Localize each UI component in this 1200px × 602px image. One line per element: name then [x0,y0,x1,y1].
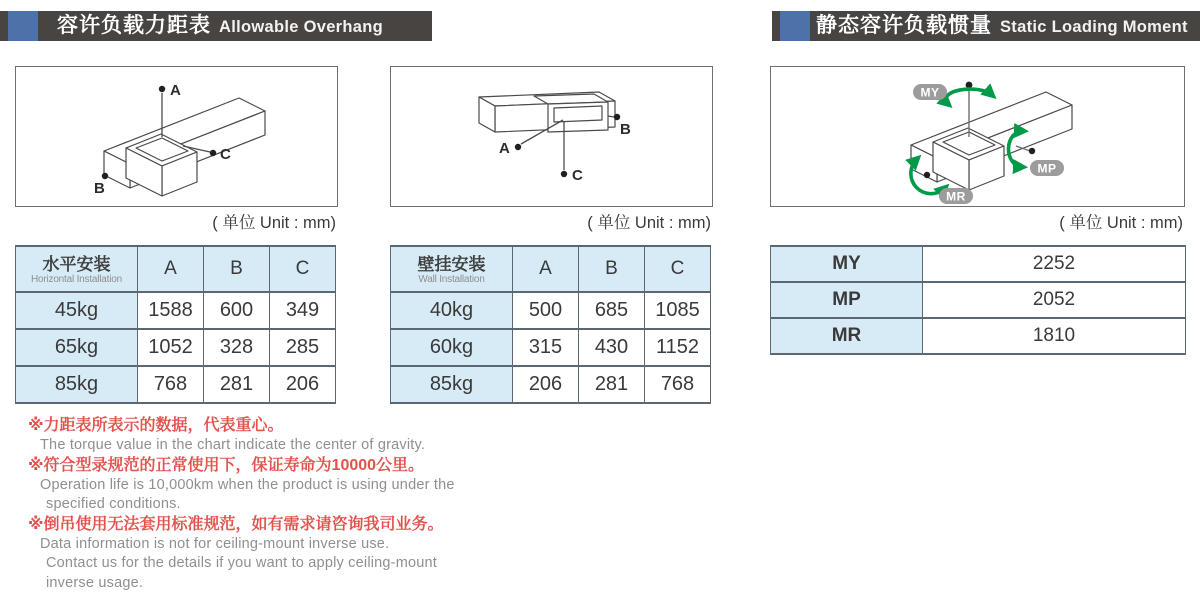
load-cell: 45kg [16,292,138,329]
value-cell: 206 [270,366,336,403]
footnote-en: Contact us for the details if you want to apply ceiling-mount [46,555,438,571]
value-cell: 1152 [645,329,711,366]
value-cell: 600 [204,292,270,329]
unit-label: ( 单位 Unit : mm) [1059,214,1183,232]
moment-value-cell: 1810 [923,318,1186,354]
blue-accent-square [8,11,38,41]
footnote-zh: ※符合型录规范的正常使用下，保证寿命为10000公里。 [28,456,425,474]
col-header-b: B [204,246,270,292]
value-cell: 349 [270,292,336,329]
wall-installation-table [390,245,711,404]
table-title-en: Horizontal Installation [30,273,122,285]
dim-a-label: A [170,82,181,99]
rail-isometric-drawing [16,67,337,206]
load-cell: 85kg [16,366,138,403]
table-row [391,366,711,403]
rail-body [104,98,265,196]
footnote-en: Data information is not for ceiling-mount inverse use. [40,535,390,552]
footnotes [15,416,615,593]
footnote-en: Operation life is 10,000km when the product is using under the [40,476,455,493]
section-title-en: Allowable Overhang [219,18,384,36]
value-cell: 281 [579,366,645,403]
horizontal-installation-table [15,245,336,404]
my-badge-label: MY [920,85,940,100]
load-cell: 40kg [391,292,513,329]
footnote-en: The torque value in the chart indicate the center of gravity. [40,437,426,453]
rail-side-drawing [391,67,712,206]
col-header-a: A [513,246,579,292]
value-cell: 328 [204,329,270,366]
col-header-a: A [138,246,204,292]
load-cell: 60kg [391,329,513,366]
table-title-zh: 壁挂安装 [417,254,486,274]
table-title-cell [16,246,138,292]
footnote-en: specified conditions. [46,496,181,512]
table-row [16,292,336,329]
table-header-row [16,246,336,292]
rail-body [479,92,615,132]
table-row [771,318,1186,354]
value-cell: 685 [579,292,645,329]
dim-c-label: C [220,146,231,163]
col-header-c: C [645,246,711,292]
value-cell: 500 [513,292,579,329]
col-header-c: C [270,246,336,292]
mp-badge-label: MP [1037,161,1057,176]
value-cell: 1052 [138,329,204,366]
table-title-cell [391,246,513,292]
table-row [391,292,711,329]
unit-label: ( 单位 Unit : mm) [587,214,711,232]
moment-isometric-drawing [771,67,1184,206]
value-cell: 768 [138,366,204,403]
dim-c-label: C [572,167,583,184]
unit-label: ( 单位 Unit : mm) [212,214,336,232]
dim-b-label: B [620,121,631,138]
table-row [771,246,1186,282]
section-header-static-loading-moment [772,11,1200,41]
table-row [771,282,1186,318]
value-cell: 281 [204,366,270,403]
wall-installation-diagram [390,66,713,207]
moment-diagram [770,66,1185,207]
table-row [391,329,711,366]
section-title-zh: 静态容许负载惯量 [816,14,992,37]
moment-value-cell: 2052 [923,282,1186,318]
moment-label-cell: MP [771,282,923,318]
value-cell: 768 [645,366,711,403]
footnote-en: inverse usage. [46,574,144,591]
moment-value-cell: 2252 [923,246,1186,282]
mr-badge-label: MR [946,189,966,204]
load-cell: 85kg [391,366,513,403]
horizontal-installation-diagram [15,66,338,207]
table-row [16,366,336,403]
value-cell: 430 [579,329,645,366]
value-cell: 315 [513,329,579,366]
dim-b-label: B [94,180,105,197]
section-title-en: Static Loading Moment [1000,18,1188,36]
table-title-zh: 水平安装 [42,254,111,274]
moment-label-cell: MY [771,246,923,282]
section-title-zh: 容许负载力距表 [57,14,211,37]
dim-a-label: A [499,140,510,157]
value-cell: 285 [270,329,336,366]
value-cell: 1588 [138,292,204,329]
value-cell: 206 [513,366,579,403]
footnote-zh: ※倒吊使用无法套用标准规范，如有需求请咨询我司业务。 [28,515,444,533]
value-cell: 1085 [645,292,711,329]
table-title-en: Wall Installation [418,273,485,285]
table-header-row [391,246,711,292]
static-moment-table [770,245,1186,355]
footnote-zh: ※力距表所表示的数据，代表重心。 [28,417,284,434]
col-header-b: B [579,246,645,292]
blue-accent-square [780,11,810,41]
load-cell: 65kg [16,329,138,366]
moment-label-cell: MR [771,318,923,354]
section-header-allowable-overhang [0,11,432,41]
table-row [16,329,336,366]
